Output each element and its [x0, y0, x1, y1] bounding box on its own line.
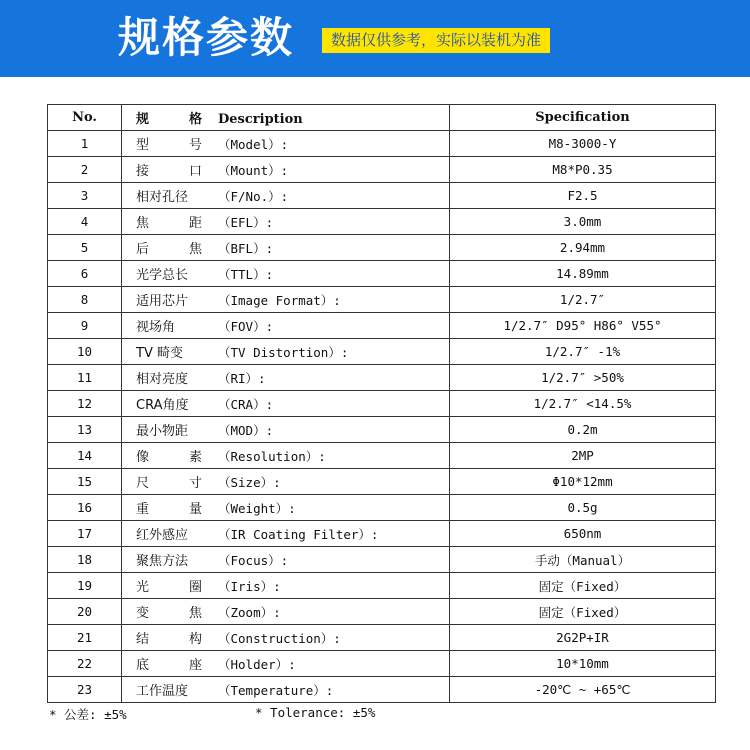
col-header-specification: Specification [450, 105, 716, 131]
description-en: （TV Distortion）: [218, 345, 349, 360]
col-header-no: No. [48, 105, 122, 131]
row-description [122, 235, 450, 261]
description-cn: 像素 [136, 450, 202, 465]
row-number: 1 [48, 131, 122, 157]
row-number: 9 [48, 313, 122, 339]
row-specification: 2G2P+IR [450, 625, 716, 651]
row-specification: 3.0mm [450, 209, 716, 235]
row-number: 8 [48, 287, 122, 313]
row-description [122, 339, 450, 365]
description-cn: TV 畸变 [136, 346, 183, 361]
description-cn: 视场角 [136, 320, 176, 335]
row-description [122, 365, 450, 391]
row-description [122, 625, 450, 651]
row-specification: 1/2.7″ -1% [450, 339, 716, 365]
tolerance-note-en: * Tolerance: ±5% [255, 705, 376, 720]
row-number: 16 [48, 495, 122, 521]
description-en: （Iris）: [218, 579, 281, 594]
description-cn: 工作温度 [136, 684, 189, 699]
row-specification: M8-3000-Y [450, 131, 716, 157]
row-specification: 1/2.7″ <14.5% [450, 391, 716, 417]
row-number: 17 [48, 521, 122, 547]
row-description [122, 391, 450, 417]
col-header-description [122, 105, 450, 131]
row-number: 12 [48, 391, 122, 417]
row-specification: 1/2.7″ [450, 287, 716, 313]
description-en: （CRA）: [218, 397, 274, 412]
row-description [122, 313, 450, 339]
row-specification: 固定（Fixed） [450, 573, 716, 599]
col-header-desc-cn: 规 格 [136, 112, 202, 127]
row-description [122, 547, 450, 573]
row-specification: 手动（Manual） [450, 547, 716, 573]
description-en: （Temperature）: [218, 683, 334, 698]
description-cn: 光学总长 [136, 268, 189, 283]
table-row [48, 131, 716, 157]
table-row [48, 573, 716, 599]
description-cn: 适用芯片 [136, 294, 189, 309]
row-description [122, 495, 450, 521]
description-cn: 变焦 [136, 606, 202, 621]
row-description [122, 599, 450, 625]
description-en: （BFL）: [218, 241, 274, 256]
row-number: 11 [48, 365, 122, 391]
table-row [48, 391, 716, 417]
table-row [48, 677, 716, 703]
row-number: 13 [48, 417, 122, 443]
description-cn: 光圈 [136, 580, 202, 595]
description-en: （Size）: [218, 475, 281, 490]
row-description [122, 521, 450, 547]
table-row [48, 443, 716, 469]
description-cn: 接口 [136, 164, 202, 179]
row-number: 6 [48, 261, 122, 287]
description-cn: 底座 [136, 658, 202, 673]
row-specification: Φ10*12mm [450, 469, 716, 495]
spec-table-body [48, 131, 716, 703]
table-row [48, 235, 716, 261]
row-specification: 固定（Fixed） [450, 599, 716, 625]
description-cn: 相对孔径 [136, 190, 189, 205]
page-title: 规格参数 [118, 13, 295, 62]
row-specification: 2MP [450, 443, 716, 469]
table-row [48, 417, 716, 443]
description-en: （Model）: [218, 137, 289, 152]
row-number: 18 [48, 547, 122, 573]
description-en: （Image Format）: [218, 293, 341, 308]
row-number: 22 [48, 651, 122, 677]
row-number: 14 [48, 443, 122, 469]
description-cn: 尺寸 [136, 476, 202, 491]
description-cn: 焦距 [136, 216, 202, 231]
row-specification: 1/2.7″ >50% [450, 365, 716, 391]
row-specification: 10*10mm [450, 651, 716, 677]
table-row [48, 469, 716, 495]
row-number: 23 [48, 677, 122, 703]
row-number: 19 [48, 573, 122, 599]
description-en: （Weight）: [218, 501, 296, 516]
row-number: 3 [48, 183, 122, 209]
row-description [122, 573, 450, 599]
table-row [48, 521, 716, 547]
row-description [122, 417, 450, 443]
description-cn: CRA角度 [136, 398, 189, 413]
row-specification: 650nm [450, 521, 716, 547]
table-row [48, 339, 716, 365]
table-row [48, 547, 716, 573]
description-en: （FOV）: [218, 319, 274, 334]
table-row [48, 651, 716, 677]
row-description [122, 183, 450, 209]
tolerance-note-cn: * 公差: ±5% [49, 707, 127, 722]
disclaimer-badge: 数据仅供参考，实际以装机为准 [322, 28, 550, 53]
description-en: （RI）: [218, 371, 266, 386]
description-cn: 结构 [136, 632, 202, 647]
table-row [48, 287, 716, 313]
table-row [48, 157, 716, 183]
description-en: （MOD）: [218, 423, 274, 438]
description-en: （Mount）: [218, 163, 289, 178]
row-description [122, 443, 450, 469]
table-row [48, 261, 716, 287]
row-specification: 1/2.7″ D95° H86° V55° [450, 313, 716, 339]
description-en: （Focus）: [218, 553, 289, 568]
table-row [48, 183, 716, 209]
spec-table [47, 104, 716, 703]
description-cn: 后焦 [136, 242, 202, 257]
description-en: （TTL）: [218, 267, 274, 282]
row-specification: F2.5 [450, 183, 716, 209]
row-number: 15 [48, 469, 122, 495]
description-en: （F/No.）: [218, 189, 289, 204]
row-specification: 0.5g [450, 495, 716, 521]
header-banner [0, 0, 750, 77]
description-en: （Construction）: [218, 631, 341, 646]
description-en: （Zoom）: [218, 605, 281, 620]
row-description [122, 651, 450, 677]
row-specification: 0.2m [450, 417, 716, 443]
table-header-row [48, 105, 716, 131]
row-description [122, 287, 450, 313]
description-cn: 聚焦方法 [136, 554, 189, 569]
row-description [122, 157, 450, 183]
description-cn: 重量 [136, 502, 202, 517]
description-en: （EFL）: [218, 215, 274, 230]
row-number: 4 [48, 209, 122, 235]
row-specification: 14.89mm [450, 261, 716, 287]
row-number: 10 [48, 339, 122, 365]
row-description [122, 677, 450, 703]
row-description [122, 261, 450, 287]
row-description [122, 469, 450, 495]
row-number: 5 [48, 235, 122, 261]
description-en: （Holder）: [218, 657, 296, 672]
table-row [48, 625, 716, 651]
table-row [48, 599, 716, 625]
description-cn: 相对亮度 [136, 372, 189, 387]
description-en: （Resolution）: [218, 449, 326, 464]
table-row [48, 365, 716, 391]
description-cn: 红外感应 [136, 528, 189, 543]
description-cn: 最小物距 [136, 424, 189, 439]
row-description [122, 131, 450, 157]
row-number: 2 [48, 157, 122, 183]
row-specification: -20℃ ~ +65℃ [450, 677, 716, 703]
row-specification: M8*P0.35 [450, 157, 716, 183]
row-description [122, 209, 450, 235]
description-cn: 型号 [136, 138, 202, 153]
table-row [48, 495, 716, 521]
row-number: 21 [48, 625, 122, 651]
row-number: 20 [48, 599, 122, 625]
row-specification: 2.94mm [450, 235, 716, 261]
table-row [48, 313, 716, 339]
col-header-desc-en: Description [218, 112, 303, 127]
table-row [48, 209, 716, 235]
description-en: （IR Coating Filter）: [218, 527, 379, 542]
